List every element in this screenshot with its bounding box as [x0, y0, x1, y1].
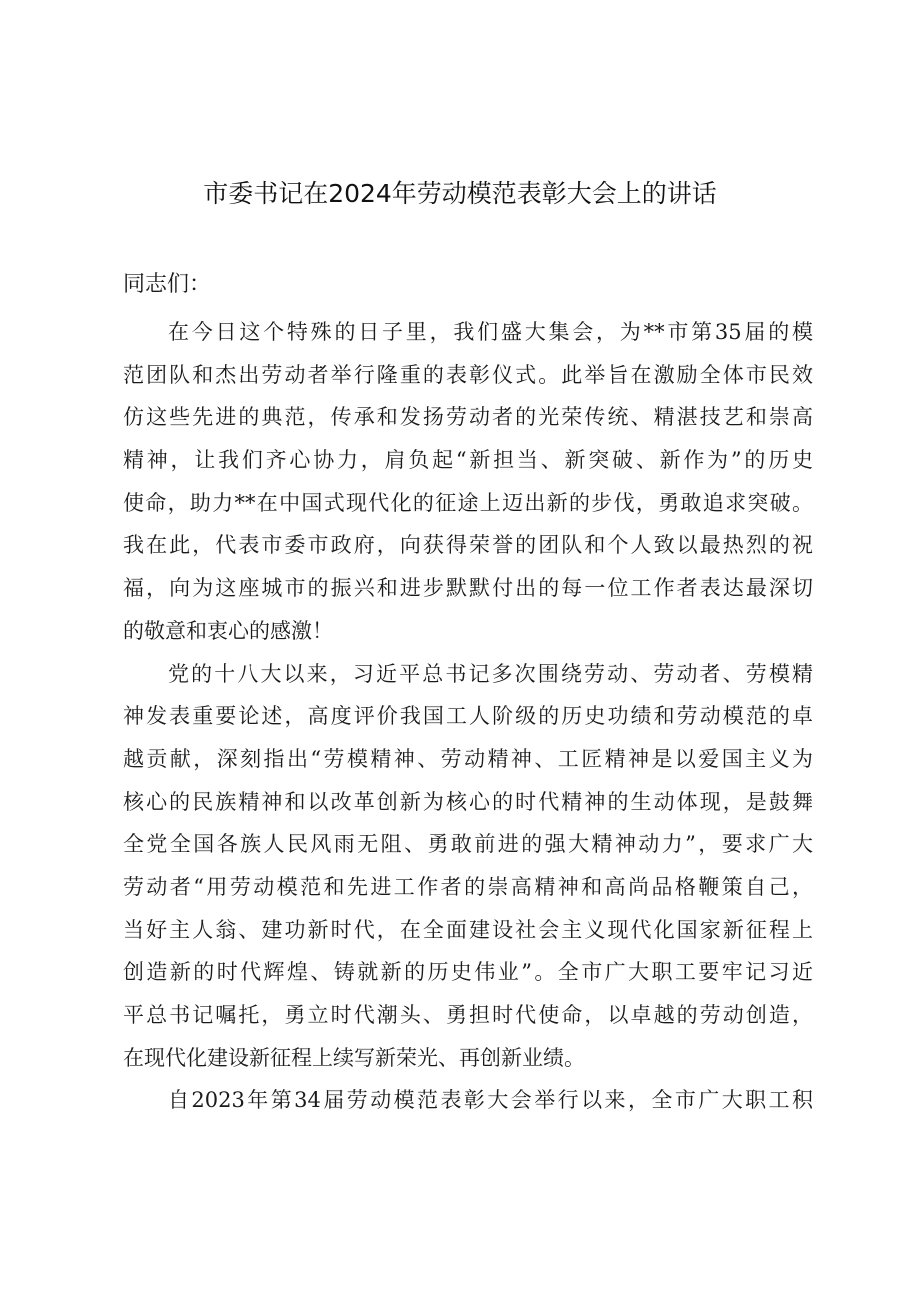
text-line: 仿这些先进的典范，传承和发扬劳动者的光荣传统、精湛技艺和崇高 — [123, 405, 813, 430]
document-title: 市委书记在2024年劳动模范表彰大会上的讲话 — [203, 179, 717, 208]
text-line: 越贡献，深刻指出“劳模精神、劳动精神、工匠精神是以爱国主义为 — [123, 746, 813, 771]
text-line: 自2023年第34届劳动模范表彰大会举行以来，全市广大职工积 — [168, 1088, 813, 1113]
text-line: 神发表重要论述，高度评价我国工人阶级的历史功绩和劳动模范的卓 — [123, 704, 813, 729]
text-line: 劳动者“用劳动模范和先进工作者的崇高精神和高尚品格鞭策自己， — [123, 874, 813, 899]
text-line: 的敬意和衷心的感激！ — [123, 618, 333, 643]
text-line: 当好主人翁、建功新时代，在全面建设社会主义现代化国家新征程上 — [123, 917, 813, 942]
text-line: 平总书记嘱托，勇立时代潮头、勇担时代使命，以卓越的劳动创造， — [123, 1003, 813, 1027]
text-line: 全党全国各族人民风雨无阻、勇敢前进的强大精神动力”，要求广大 — [123, 832, 813, 857]
text-line: 福，向为这座城市的振兴和进步默默付出的每一位工作者表达最深切 — [123, 576, 813, 601]
text-line: 使命，助力**在中国式现代化的征途上迈出新的步伐，勇敢追求突破。 — [123, 490, 813, 515]
text-line: 在今日这个特殊的日子里，我们盛大集会，为**市第35届的模 — [168, 320, 813, 344]
text-line: 在现代化建设新征程上续写新荣光、再创新业绩。 — [123, 1045, 585, 1070]
text-line: 精神，让我们齐心协力，肩负起“新担当、新突破、新作为”的历史 — [123, 448, 813, 473]
text-line: 我在此，代表市委市政府，向获得荣誉的团队和个人致以最热烈的祝 — [123, 533, 813, 558]
text-line: 党的十八大以来，习近平总书记多次围绕劳动、劳动者、劳模精 — [168, 661, 813, 686]
text-line: 创造新的时代辉煌、铸就新的历史伟业”。全市广大职工要牢记习近 — [123, 960, 813, 985]
text-line: 核心的民族精神和以改革创新为核心的时代精神的生动体现，是鼓舞 — [123, 789, 813, 814]
document-body — [123, 311, 813, 1122]
salutation: 同志们： — [123, 272, 212, 297]
text-line: 范团队和杰出劳动者举行隆重的表彰仪式。此举旨在激励全体市民效 — [123, 362, 813, 387]
